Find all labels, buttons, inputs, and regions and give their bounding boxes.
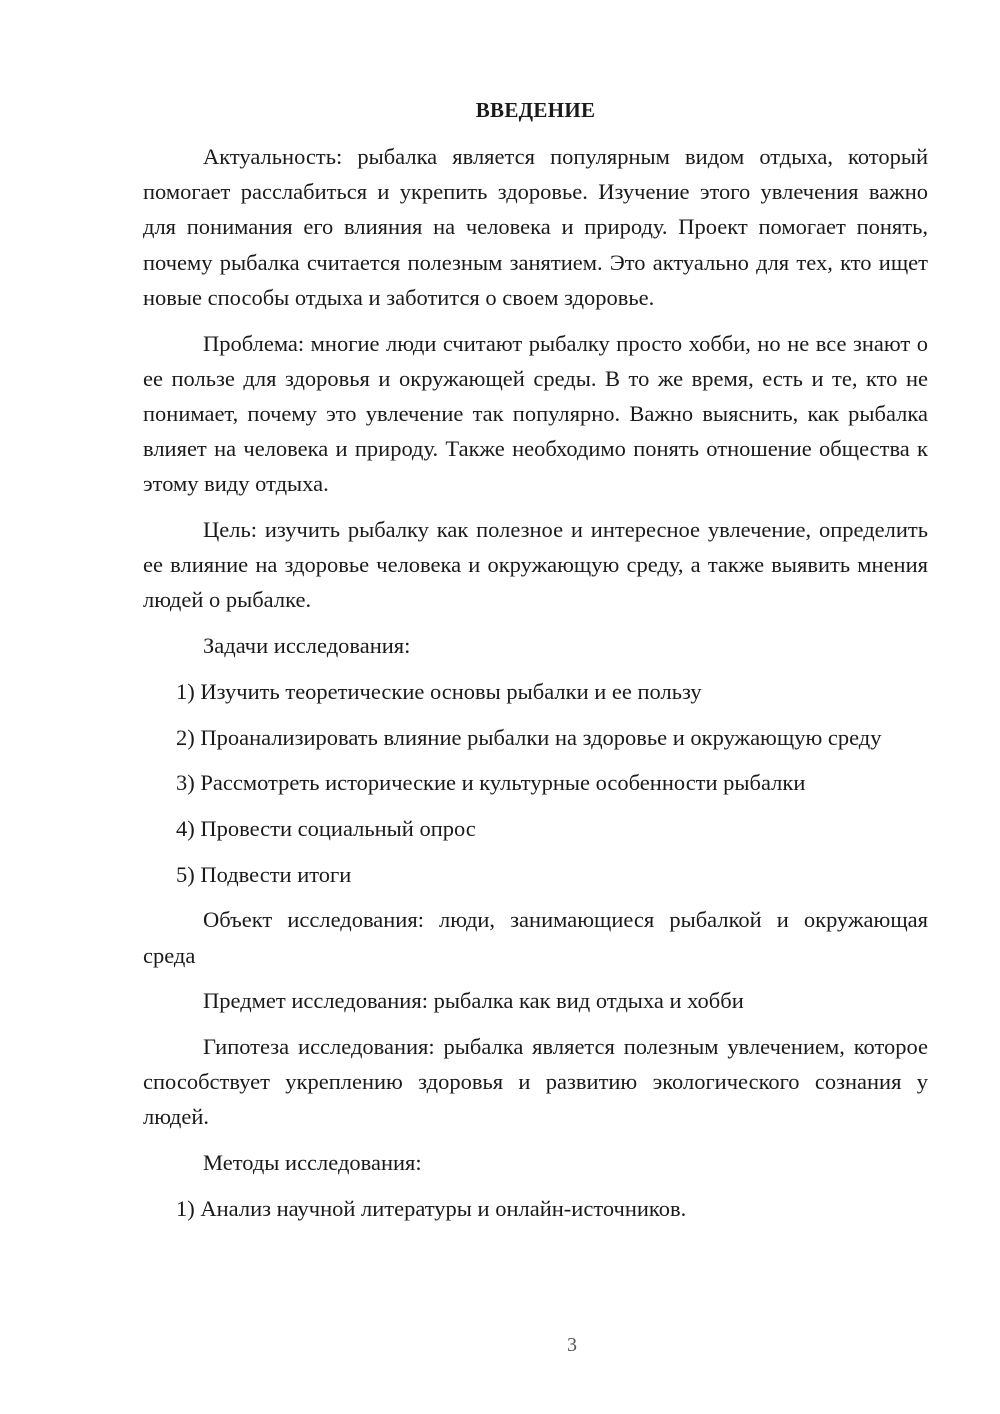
method-item: 1) Анализ научной литературы и онлайн-источников. bbox=[176, 1195, 687, 1221]
goal-paragraph: Цель: изучить рыбалку как полезное и интересное увлечение, определить ее влияние на здоровье человека и окружающую среду, а также выявить мнения людей о рыбалке. bbox=[143, 517, 928, 613]
relevance-paragraph: Актуальность: рыбалка является популярным видом отдыха, который помогает расслабиться и укрепить здоровье. Изучение этого увлечения важно для понимания его влияния на человека и природу. Проект помогает понять, почему рыбалка считается полезным занятием. Это актуально для тех, кто ищет новые способы отдыха и заботится о своем здоровье. bbox=[143, 144, 928, 310]
task-item: 4) Провести социальный опрос bbox=[176, 815, 476, 841]
methods-heading: Методы исследования: bbox=[203, 1150, 422, 1176]
task-item: 3) Рассмотреть исторические и культурные особенности рыбалки bbox=[176, 770, 806, 796]
subject-paragraph: Предмет исследования: рыбалка как вид отдыха и хобби bbox=[203, 988, 744, 1014]
section-title: ВВЕДЕНИЕ bbox=[475, 98, 596, 122]
object-paragraph: Объект исследования: люди, занимающиеся рыбалкой и окружающая среда bbox=[143, 907, 928, 968]
problem-paragraph: Проблема: многие люди считают рыбалку просто хобби, но не все знают о ее пользе для здоровья и окружающей среды. В то же время, есть и те, кто не понимает, почему это увлечение так популярно. Важно выяснить, как рыбалка влияет на человека и природу. Также необходимо понять отношение общества к этому виду отдыха. bbox=[143, 330, 928, 497]
page-number: 3 bbox=[567, 1334, 577, 1356]
task-item: 2) Проанализировать влияние рыбалки на здоровье и окружающую среду bbox=[176, 724, 882, 750]
tasks-heading: Задачи исследования: bbox=[203, 633, 411, 659]
hypothesis-paragraph: Гипотеза исследования: рыбалка является полезным увлечением, которое способствует укреплению здоровья и развитию экологического сознания у людей. bbox=[143, 1033, 928, 1130]
document-page bbox=[143, 94, 928, 1236]
task-item: 1) Изучить теоретические основы рыбалки и ее пользу bbox=[176, 678, 702, 704]
task-item: 5) Подвести итоги bbox=[176, 861, 352, 887]
